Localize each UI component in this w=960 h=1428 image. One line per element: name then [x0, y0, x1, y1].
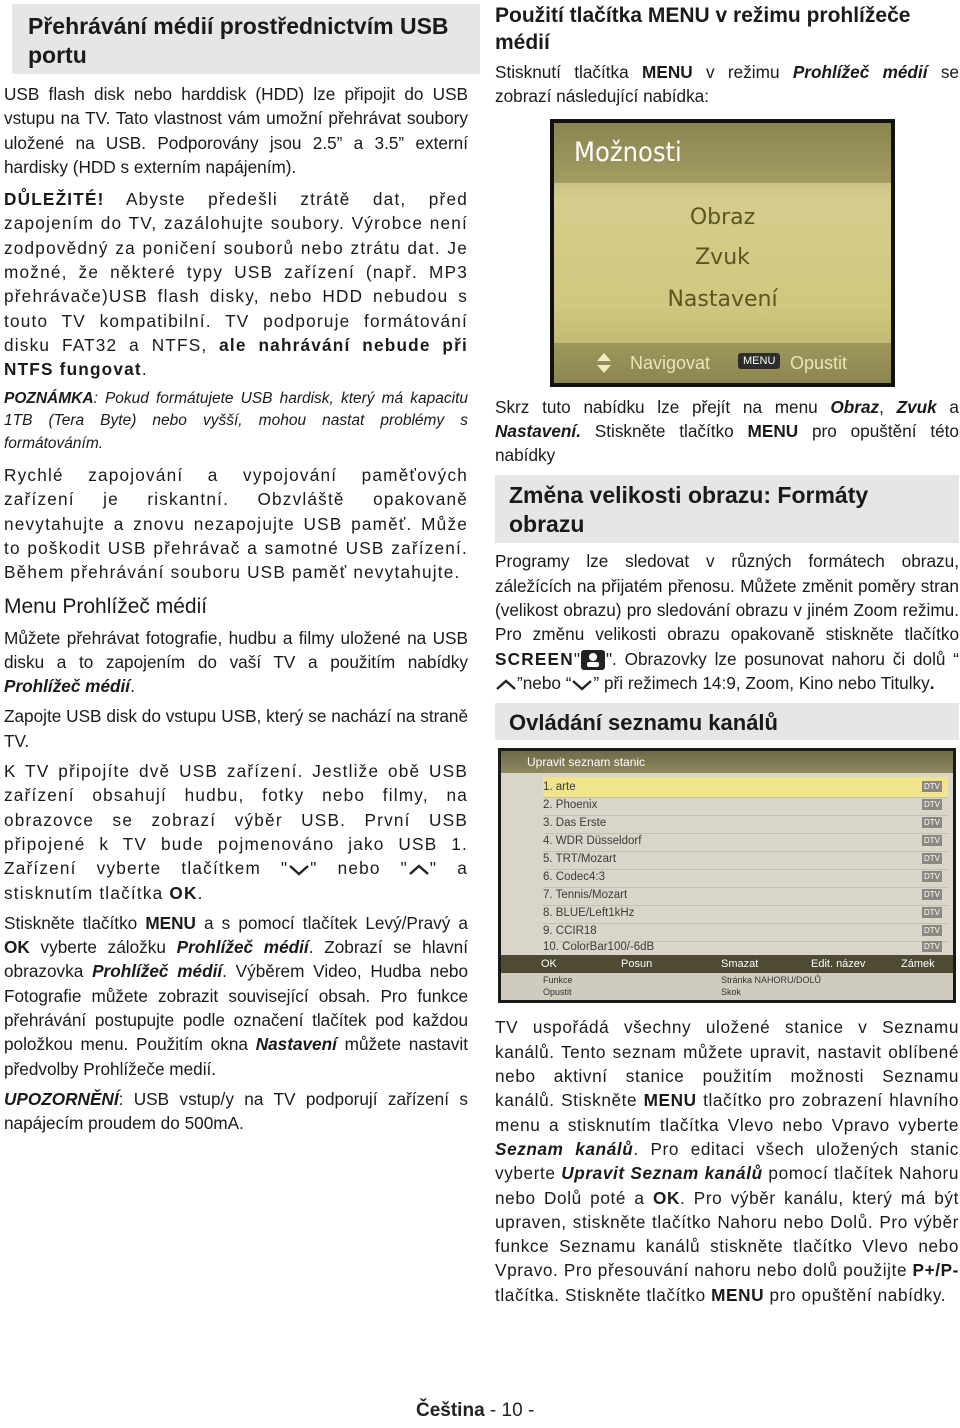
legend-page: Stránka NAHORU/DOLŮ — [721, 975, 822, 986]
menu-key-badge: MENU — [738, 353, 780, 369]
channel-row[interactable]: 9. CCIR18 DTV — [543, 921, 948, 942]
channel-row[interactable]: 5. TRT/Mozart DTV — [543, 849, 948, 870]
up-down-arrows-icon — [596, 352, 612, 374]
menu-heading: Menu Prohlížeč médií — [4, 594, 208, 618]
channel-row[interactable]: 2. Phoenix DTV — [543, 795, 948, 816]
menu-usage-paragraph: Stisknutí tlačítka MENU v režimu Prohlížeč médií se zobrazí následující nabídka: — [495, 62, 959, 107]
channel-row[interactable]: 8. BLUE/Left1kHz DTV — [543, 903, 948, 924]
options-menu-screenshot — [550, 119, 895, 387]
legend-jump: Skok — [721, 987, 742, 998]
chevron-down-icon — [288, 864, 310, 876]
channel-list-screenshot — [498, 748, 956, 1003]
format-paragraph: Programy lze sledovat v různých formátech obrazu, záležících na přijatém přenosu. Můžete změnit poměry stran (velikost obrazu) pro sledování obrazu v jiném Zoom režimu. Pro změnu velikosti obrazu opakovaně stiskněte tlačítko SCREEN" ". Obrazovky lze posunovat nahoru či dolů “”nebo “ ” při režimech 14:9, Zoom, Kino nebo Titulky. — [495, 551, 959, 694]
important-paragraph: DŮLEŽITÉ! Abyste předešli ztrátě dat, před zapojením do TV, zazálohujte soubory. Výrobce není zodpovědný za poničení souborů nebo ztrátu dat. Je možné, že některé typy USB zařízení (např. MP3 přehrávače)USB flash disky, nebo HDD nebudou s touto TV kompatibilní. TV podporuje formátování disku FAT32 a NTFS, ale nahrávání nebude při NTFS fungovat. — [4, 189, 468, 380]
channel-row[interactable]: 4. WDR Düsseldorf DTV — [543, 831, 948, 852]
channel-row[interactable]: 1. arte DTV — [543, 777, 948, 798]
format-heading: Změna velikosti obrazu: Formáty obrazu — [495, 475, 959, 543]
channel-list-panel — [501, 751, 953, 1000]
menu-usage-heading: Použití tlačítka MENU v režimu prohlížeče médií — [495, 4, 911, 54]
action-edit-name[interactable]: Edit. název — [811, 958, 866, 971]
options-item-zvuk[interactable]: Zvuk — [695, 244, 750, 270]
media-paragraph-3: K TV připojíte dvě USB zařízení. Jestliže obě USB zařízení obsahují hudbu, fotky nebo filmy, na obrazovce se zobrazí výběr USB. První USB připojené k TV bude pojmenováno jako USB 1. Zařízení vyberte tlačítkem " " nebo " " a stisknutím tlačítka OK. — [4, 761, 468, 903]
action-ok[interactable]: OK — [541, 958, 557, 971]
media-paragraph-1: Můžete přehrávat fotografie, hudbu a filmy uložené na USB disku a to zapojením do vaší TV a použitím nabídky Prohlížeč médií. — [4, 627, 468, 697]
chevron-up-icon — [495, 679, 517, 691]
media-paragraph-2: Zapojte USB disk do vstupu USB, který se nachází na straně TV. — [4, 706, 468, 751]
screen-button-icon — [580, 649, 606, 671]
legend-exit: Opustit — [543, 987, 572, 998]
channel-heading: Ovládání seznamu kanálů — [495, 703, 959, 740]
channel-row[interactable]: 6. Codec4:3 DTV — [543, 867, 948, 888]
note-paragraph: POZNÁMKA: Pokud formátujete USB hardisk, který má kapacitu 1TB (Tera Byte) nebo vyšší, mohou nastat problémy s formátováním. — [4, 389, 468, 452]
usb-heading: Přehrávání médií prostřednictvím USB portu — [12, 4, 480, 74]
options-footer — [554, 343, 891, 383]
channel-list-title: Upravit seznam stanic — [501, 751, 953, 773]
action-posun[interactable]: Posun — [621, 958, 653, 971]
options-paragraph: Skrz tuto nabídku lze přejít na menu Obraz, Zvuk a Nastavení. Stiskněte tlačítko MENU pro opuštění této nabídky — [495, 396, 959, 466]
channel-row[interactable]: 7. Tennis/Mozart DTV — [543, 885, 948, 906]
options-title: Možnosti — [554, 123, 891, 183]
legend-funkce: Funkce — [543, 975, 573, 986]
chevron-down-icon — [571, 679, 593, 691]
options-panel — [554, 123, 891, 383]
options-item-nastaveni[interactable]: Nastavení — [667, 286, 778, 312]
action-smazat[interactable]: Smazat — [721, 958, 759, 971]
left-column — [4, 0, 468, 1135]
channel-paragraph: TV uspořádá všechny uložené stanice v Seznamu kanálů. Tento seznam můžete upravit, nastavit oblíbené nebo aktivní stanice použitím možnosti Seznamu kanálů. Stiskněte MENU tlačítko pro zobrazení hlavního menu a stisknutím tlačítka Vlevo nebo Vpravo vyberte Seznam kanálů. Pro editaci všech uložených stanic vyberte Upravit Seznam kanálů pomocí tlačítek Nahoru nebo Dolů poté a OK. Pro výběr kanálu, který má být upraven, stiskněte tlačítko Nahoru nebo Dolů. Pro výběr funkce Seznamu kanálů stiskněte tlačítko Vlevo nebo Vpravo. Pro přesouvání nahoru nebo dolů použijte P+/P- tlačítka. Stiskněte tlačítko MENU pro opuštění nabídky. — [495, 1017, 959, 1305]
right-column — [495, 0, 959, 1307]
channel-row[interactable]: 10. ColorBar100/-6dB DTV — [543, 937, 948, 958]
options-item-obraz[interactable]: Obraz — [689, 204, 756, 230]
channel-legend — [501, 973, 953, 1000]
chevron-up-icon — [408, 864, 430, 876]
page-footer: Čeština - 10 - — [416, 1400, 535, 1421]
action-zamek[interactable]: Zámek — [901, 958, 935, 971]
usb-intro: USB flash disk nebo harddisk (HDD) lze připojit do USB vstupu na TV. Tato vlastnost vám umožní přehrávat soubory uložené na USB. Podporovány jsou 2.5” a 3.5” externí hardisky (HDD s externím napájením). — [4, 84, 468, 177]
channel-action-bar — [501, 955, 953, 973]
options-nav-label: Navigovat — [630, 352, 711, 373]
channel-row[interactable]: 3. Das Erste DTV — [543, 813, 948, 834]
media-paragraph-4: Stiskněte tlačítko MENU a s pomocí tlačítek Levý/Pravý a OK vyberte záložku Prohlížeč médií. Zobrazí se hlavní obrazovka Prohlížeč médií. Výběrem Video, Hudba nebo Fotografie můžete zobrazit související obsah. Pro funkce přehrávání postupujte podle označení tlačítek pod každou položkou menu. Použitím okna Nastavení můžete nastavit předvolby Prohlížeče medií. — [4, 912, 468, 1079]
options-exit-label: Opustit — [790, 352, 848, 373]
warning-paragraph: Rychlé zapojování a vypojování paměťových zařízení je riskantní. Obzvláště opakovaně nevytahujte a znovu nezapojujte USB paměť. Může to poškodit USB přehrávač a samotné USB zařízení. Během přehrávání souboru USB paměť nevytahujte. — [4, 465, 468, 583]
caution-paragraph: UPOZORNĚNÍ: USB vstup/y na TV podporují zařízení s napájecím proudem do 500mA. — [4, 1088, 468, 1134]
